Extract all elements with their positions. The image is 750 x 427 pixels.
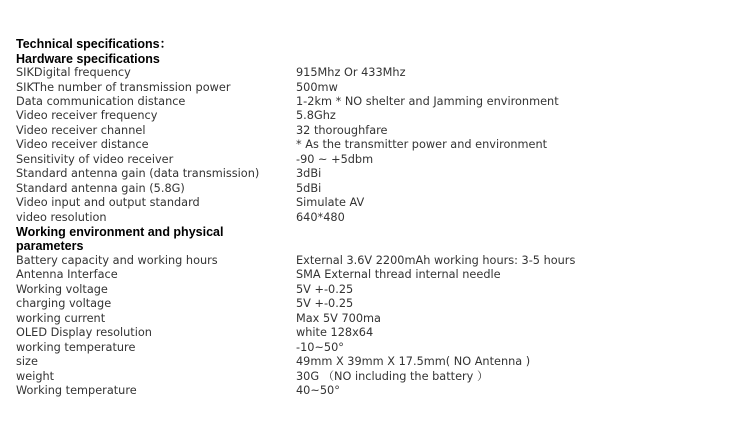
spec-value: External 3.6V 2200mAh working hours: 3-5 hours (296, 253, 576, 267)
spec-value: SMA External thread internal needle (296, 268, 501, 282)
section-heading-hardware: Hardware specifications (16, 51, 160, 66)
section-heading-row (16, 225, 576, 254)
section-heading-cell (16, 225, 576, 254)
spec-value: 40~50° (296, 384, 340, 398)
spec-label: Working voltage (16, 282, 108, 296)
spec-row (16, 81, 576, 95)
spec-value: 915Mhz Or 433Mhz (296, 66, 406, 80)
spec-label: size (16, 355, 38, 369)
spec-row (16, 196, 576, 210)
spec-value: 5.8Ghz (296, 109, 336, 123)
spec-label: Video input and output standard (16, 196, 200, 210)
section-heading-environment: Working environment and physical parameters (16, 225, 224, 254)
spec-label: video resolution (16, 210, 107, 224)
spec-value: 5V +-0.25 (296, 282, 354, 296)
section-heading-row (16, 52, 576, 66)
spec-row (16, 95, 576, 109)
spec-row (16, 355, 576, 369)
spec-row (16, 283, 576, 297)
spec-value: 640*480 (296, 210, 345, 224)
spec-label: weight (16, 369, 55, 383)
spec-value: 5V +-0.25 (296, 297, 354, 311)
spec-value: white 128x64 (296, 326, 374, 340)
spec-table (16, 52, 576, 399)
spec-value: 30G （NO including the battery ） (296, 369, 489, 383)
spec-row (16, 341, 576, 355)
spec-row (16, 254, 576, 268)
spec-label: working temperature (16, 340, 136, 354)
spec-row (16, 153, 576, 167)
spec-label: charging voltage (16, 297, 112, 311)
spec-value: Simulate AV (296, 196, 365, 210)
spec-label: SIKThe number of transmission power (16, 80, 231, 94)
spec-value: 3dBi (296, 167, 322, 181)
spec-label: Video receiver channel (16, 123, 146, 137)
spec-value: * As the transmitter power and environment (296, 138, 548, 152)
spec-label: Battery capacity and working hours (16, 253, 218, 267)
spec-label: Sensitivity of video receiver (16, 152, 174, 166)
spec-value: 49mm X 39mm X 17.5mm( NO Antenna ) (296, 355, 531, 369)
spec-value: -10~50° (296, 340, 344, 354)
spec-label: working current (16, 311, 106, 325)
spec-label: Video receiver distance (16, 138, 149, 152)
spec-value: Max 5V 700ma (296, 311, 381, 325)
spec-value: 32 thoroughfare (296, 123, 388, 137)
spec-row (16, 138, 576, 152)
spec-row (16, 268, 576, 282)
spec-label: SIKDigital frequency (16, 66, 131, 80)
spec-value: 1-2km * NO shelter and Jamming environment (296, 94, 559, 108)
spec-label: Standard antenna gain (data transmission) (16, 167, 260, 181)
spec-row (16, 66, 576, 80)
spec-value: 500mw (296, 80, 338, 94)
spec-row (16, 124, 576, 138)
spec-row (16, 182, 576, 196)
spec-row (16, 297, 576, 311)
spec-value: 5dBi (296, 181, 322, 195)
spec-label: OLED Display resolution (16, 326, 152, 340)
spec-value: -90 ~ +5dbm (296, 152, 374, 166)
spec-label: Antenna Interface (16, 268, 118, 282)
spec-label: Standard antenna gain (5.8G) (16, 181, 185, 195)
spec-row (16, 326, 576, 340)
spec-label: Video receiver frequency (16, 109, 158, 123)
spec-row (16, 370, 576, 384)
spec-row (16, 384, 576, 398)
spec-row (16, 312, 576, 326)
spec-document (16, 37, 576, 398)
spec-label: Data communication distance (16, 94, 186, 108)
spec-row (16, 109, 576, 123)
spec-label: Working temperature (16, 384, 137, 398)
document-title: Technical specifications： (16, 37, 173, 51)
spec-row (16, 211, 576, 225)
spec-row (16, 167, 576, 181)
